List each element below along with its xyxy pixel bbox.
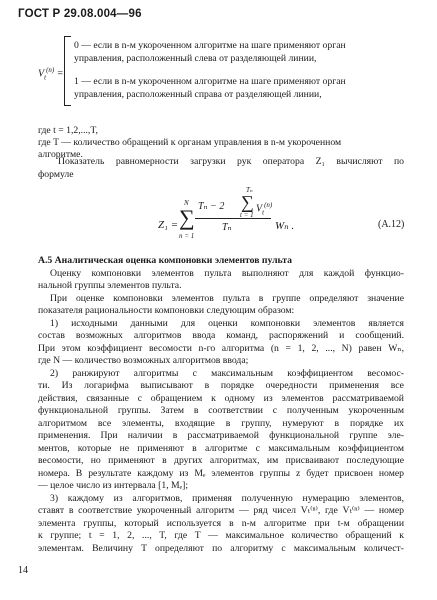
body-line-4: показателя рациональности компоновки следующим образом: (38, 305, 295, 316)
page-number: 14 (18, 565, 28, 576)
formula-sum-sign: ∑ (179, 205, 195, 230)
section-title: А.5 Аналитическая оценка компоновки элементов пульта (38, 255, 293, 266)
para-z1-line-1: Показатель равномерности загрузки рук оператора Z₁ вычисляют по (58, 156, 404, 167)
formula-inner-top: Tₙ (246, 186, 253, 194)
formula-weight: Wₙ . (275, 220, 295, 232)
body-line-2: нальной группы элементов пульта. (38, 280, 182, 291)
formula-denominator: Tₙ (222, 222, 232, 233)
formula-sum-bottom: n = 1 (179, 232, 195, 240)
body-line-13: алгоритмом все элементы, входящие в группу, нумеруют в порядке их (38, 418, 404, 429)
body-line-12: функциональной группы. Затем в соответствии с полученным укороченным (38, 405, 404, 416)
formula-number: (A.12) (378, 219, 405, 230)
body-line-22: к группе; t = 1, 2, ..., T, где T — максимальное количество обращений к (38, 530, 404, 541)
case-0-line-1: 0 — если в n-м укороченном алгоритме на шаге применяют орган (74, 40, 346, 51)
formula-numerator: Tₙ − 2 (198, 201, 225, 212)
body-line-14: применения. При наличии в рассматриваемой функциональной группе эле- (38, 430, 404, 441)
body-line-1: Оценку компоновки элементов пульта выполняют для каждой функцио- (50, 268, 404, 279)
body-line-15: ментов, которые не применяют в алгоритме с максимальным коэффициентом (38, 443, 404, 454)
case-1-line-2: управления, расположенный справа от разделяющей линии, (74, 89, 322, 100)
body-line-3: При оценке компоновки элементов пульта в группе определяют значение (50, 293, 404, 304)
body-line-20: ставят в соответствие укороченный алгоритм — ряд чисел Vₜ⁽ⁿ⁾, где Vₜ⁽ⁿ⁾ — номер (38, 505, 404, 516)
body-line-19: 3) каждому из алгоритмов, применяя полученную нумерацию элементов, (50, 493, 404, 504)
body-line-9: 2) ранжируют алгоритмы с максимальным коэффициентом весомос- (50, 368, 404, 379)
body-line-10: ти. Из логарифма выписывают в порядке очередности применения все (38, 380, 404, 391)
where-t-definition: где T — количество обращений к органам управления в n-м укороченном (38, 137, 342, 148)
body-line-8: где N — количество возможных алгоритмов ввода; (38, 355, 249, 366)
formula-lhs: Z₁ = (158, 219, 179, 231)
formula-sum-top: N (184, 199, 189, 207)
para-z1-line-2: формуле (38, 169, 74, 180)
where-t-range: где t = 1,2,...,T, (38, 125, 98, 136)
case-0-line-2: управления, расположенный слева от разделяющей линии, (74, 53, 317, 64)
document-header: ГОСТ Р 29.08.004—96 (18, 8, 142, 20)
body-line-18: — целое число из интервала [1, Mₑ]; (38, 480, 189, 491)
v-definition-label: $V_t^{(n)}$ = (38, 66, 64, 82)
body-line-5: 1) исходными данными для оценки компоновки элементов является (50, 318, 404, 329)
body-line-11: действия, связанные с обращением к одному из элементов рассматриваемой (38, 393, 404, 404)
body-line-16: весомости, но применяют в других алгоритмах, им присваивают последующие (38, 455, 404, 466)
body-line-17: номера. В результате каждому из Mₑ элементов группы z будет присвоен номер (38, 468, 404, 479)
body-line-21: элемента группы, который используется в n-м алгоритме при t-м обращении (38, 518, 404, 529)
body-line-7: При этом коэффициент весомости n-го алгоритма (n = 1, 2, ..., N) равен Wₙ, (38, 343, 404, 354)
body-line-6: состав возможных алгоритмов ввода команд, распоряжений и сообщений. (38, 330, 404, 341)
formula-fraction-bar (195, 218, 271, 219)
where-t-definition-end: алгоритме. (38, 149, 83, 160)
formula-inner-term: $V_t^{(n)}$ (256, 201, 273, 217)
formula-inner-sum-sign: ∑ (241, 192, 254, 212)
case-1-line-1: 1 — если в n-м укороченном алгоритме на шаге применяют орган (74, 76, 346, 87)
body-line-23: элементам. Величину T определяют по алгоритму с максимальным количест- (38, 543, 404, 554)
formula-inner-bottom: t = 1 (240, 211, 254, 219)
case-brace (64, 36, 71, 106)
